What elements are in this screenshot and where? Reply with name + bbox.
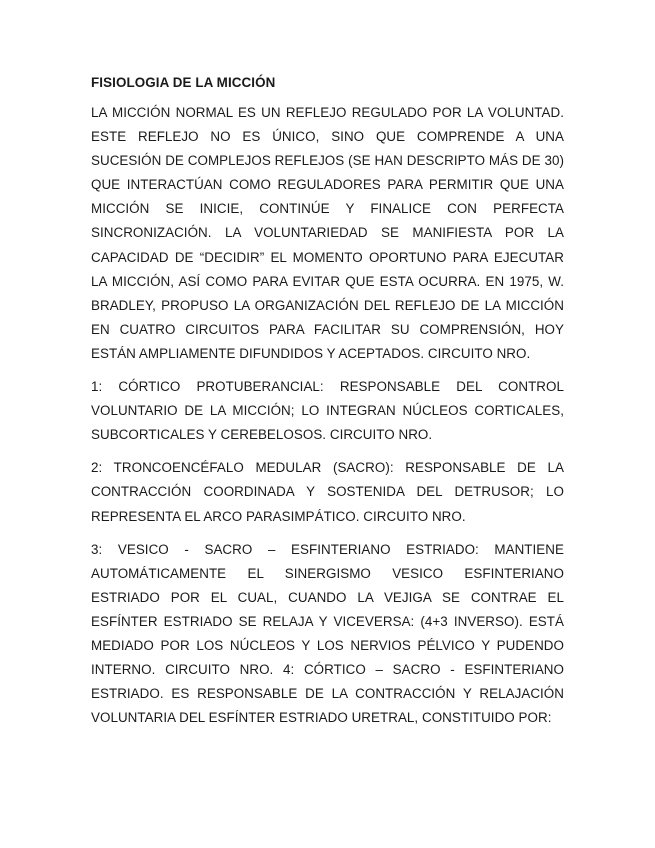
document-title: FISIOLOGIA DE LA MICCIÓN — [91, 75, 276, 90]
paragraph-circuit-3-4: 3: VESICO - SACRO – ESFINTERIANO ESTRIADO: MANTIENE AUTOMÁTICAMENTE EL SINERGISMO VESICO ESFINTERIANO ESTRIADO POR EL CUAL, CUANDO LA VEJIGA SE CONTRAE EL ESFÍNTER ESTRIADO SE RELAJA Y VICEVERSA: (4+3 INVERSO). ESTÁ MEDIADO POR LOS NÚCLEOS Y LOS NERVIOS PÉLVICO Y PUDENDO INTERNO. CIRCUITO NRO. 4: CÓRTICO – SACRO - ESFINTERIANO ESTRIADO. ES RESPONSABLE DE LA CONTRACCIÓN Y RELAJACIÓN VOLUNTARIA DEL ESFÍNTER ESTRIADO URETRAL, CONSTITUIDO POR: — [91, 541, 564, 726]
paragraph-intro: LA MICCIÓN NORMAL ES UN REFLEJO REGULADO POR LA VOLUNTAD. ESTE REFLEJO NO ES ÚNICO, SINO QUE COMPRENDE A UNA SUCESIÓN DE COMPLEJOS REFLEJOS (SE HAN DESCRIPTO MÁS DE 30) QUE INTERACTÚAN COMO REGULADORES PARA PERMITIR QUE UNA MICCIÓN SE INICIE, CONTINÚE Y FINALICE CON PERFECTA SINCRONIZACIÓN. LA VOLUNTARIEDAD SE MANIFIESTA POR LA CAPACIDAD DE “DECIDIR” EL MOMENTO OPORTUNO PARA EJECUTAR LA MICCIÓN, ASÍ COMO PARA EVITAR QUE ESTA OCURRA. EN 1975, W. BRADLEY, PROPUSO LA ORGANIZACIÓN DEL REFLEJO DE LA MICCIÓN EN CUATRO CIRCUITOS PARA FACILITAR SU COMPRENSIÓN, HOY ESTÁN AMPLIAMENTE DIFUNDIDOS Y ACEPTADOS. CIRCUITO NRO. — [91, 105, 564, 361]
paragraph-circuit-1: 1: CÓRTICO PROTUBERANCIAL: RESPONSABLE DEL CONTROL VOLUNTARIO DE LA MICCIÓN; LO INTEGRAN NÚCLEOS CORTICALES, SUBCORTICALES Y CEREBELOSOS. CIRCUITO NRO. — [91, 379, 564, 443]
document-page — [91, 74, 564, 739]
paragraph-circuit-2: 2: TRONCOENCÉFALO MEDULAR (SACRO): RESPONSABLE DE LA CONTRACCIÓN COORDINADA Y SOSTENIDA DEL DETRUSOR; LO REPRESENTA EL ARCO PARASIMPÁTICO. CIRCUITO NRO. — [91, 460, 564, 524]
